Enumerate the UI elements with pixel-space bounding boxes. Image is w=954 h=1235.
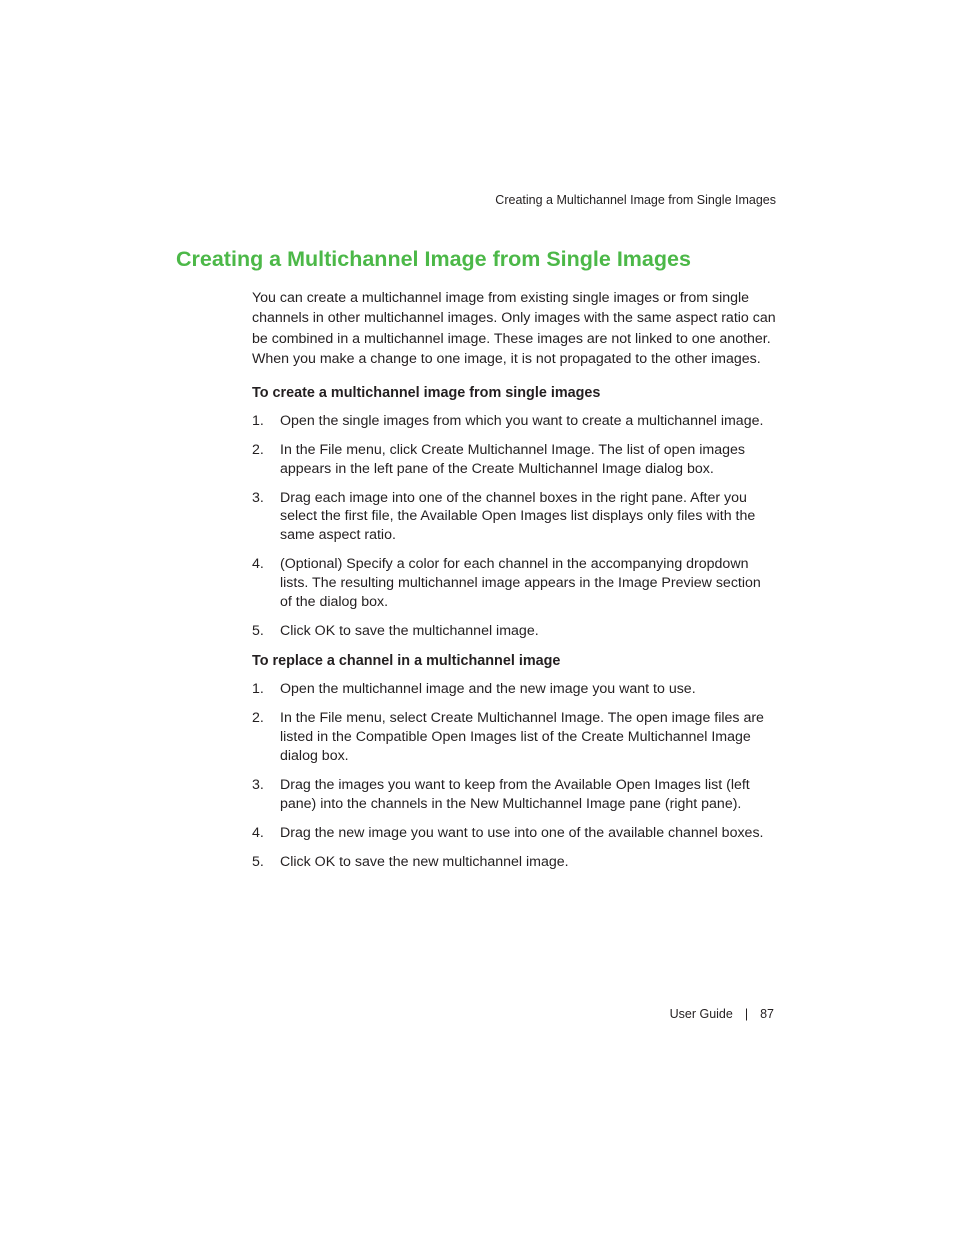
procedure-heading: To create a multichannel image from single images	[252, 384, 601, 401]
list-item	[252, 489, 776, 545]
list-item	[252, 555, 776, 611]
procedure-replace	[252, 651, 776, 872]
main-content	[252, 288, 776, 882]
step-text: (Optional) Specify a color for each channel in the accompanying dropdown lists. The resulting multichannel image appears in the Image Preview section of the dialog box.	[280, 556, 761, 610]
step-text: Open the single images from which you want to create a multichannel image.	[280, 412, 764, 429]
step-number: 3.	[252, 489, 264, 506]
step-text: Click OK to save the new multichannel image.	[280, 854, 569, 871]
page-title: Creating a Multichannel Image from Single Images	[176, 247, 691, 271]
step-number: 5.	[252, 622, 264, 639]
step-list	[252, 680, 776, 872]
list-item	[252, 441, 776, 478]
footer-separator: |	[744, 1007, 749, 1021]
procedure-heading: To replace a channel in a multichannel image	[252, 653, 561, 670]
step-number: 1.	[252, 681, 264, 698]
step-text: Drag the images you want to keep from the Available Open Images list (left pane) into the channels in the New Multichannel Image pane (right pane).	[280, 776, 750, 812]
page-footer	[670, 1006, 774, 1022]
step-text: Open the multichannel image and the new image you want to use.	[280, 681, 696, 698]
step-number: 2.	[252, 710, 264, 727]
step-text: Drag each image into one of the channel boxes in the right pane. After you select the first file, the Available Open Images list displays only files with the same aspect ratio.	[280, 489, 756, 544]
footer-guide-label: User Guide	[669, 1007, 733, 1021]
list-item	[252, 776, 776, 813]
list-item	[252, 824, 776, 843]
intro-paragraph: You can create a multichannel image from existing single images or from single channels in other multichannel images. Only images with the same aspect ratio can be combined in a multichannel image. These images are not linked to one another. When you make a change to one image, it is not propagated to the other images.	[252, 290, 776, 368]
step-text: Click OK to save the multichannel image.	[280, 622, 539, 639]
list-item	[252, 412, 776, 431]
step-number: 1.	[252, 412, 264, 429]
list-item	[252, 709, 776, 765]
step-text: In the File menu, click Create Multichannel Image. The list of open images appears in the left pane of the Create Multichannel Image dialog box.	[280, 441, 746, 477]
step-number: 5.	[252, 854, 264, 871]
list-item	[252, 853, 776, 872]
running-header: Creating a Multichannel Image from Single Images	[495, 193, 776, 207]
step-number: 4.	[252, 556, 264, 573]
step-text: Drag the new image you want to use into one of the available channel boxes.	[280, 824, 764, 841]
list-item	[252, 680, 776, 699]
step-list	[252, 412, 776, 641]
step-number: 2.	[252, 441, 264, 458]
step-text: In the File menu, select Create Multichannel Image. The open image files are listed in the Compatible Open Images list of the Create Multichannel Image dialog box.	[280, 710, 764, 764]
step-number: 4.	[252, 824, 264, 841]
list-item	[252, 622, 776, 641]
page-number: 87	[760, 1007, 774, 1021]
procedure-create	[252, 383, 776, 641]
step-number: 3.	[252, 776, 264, 793]
